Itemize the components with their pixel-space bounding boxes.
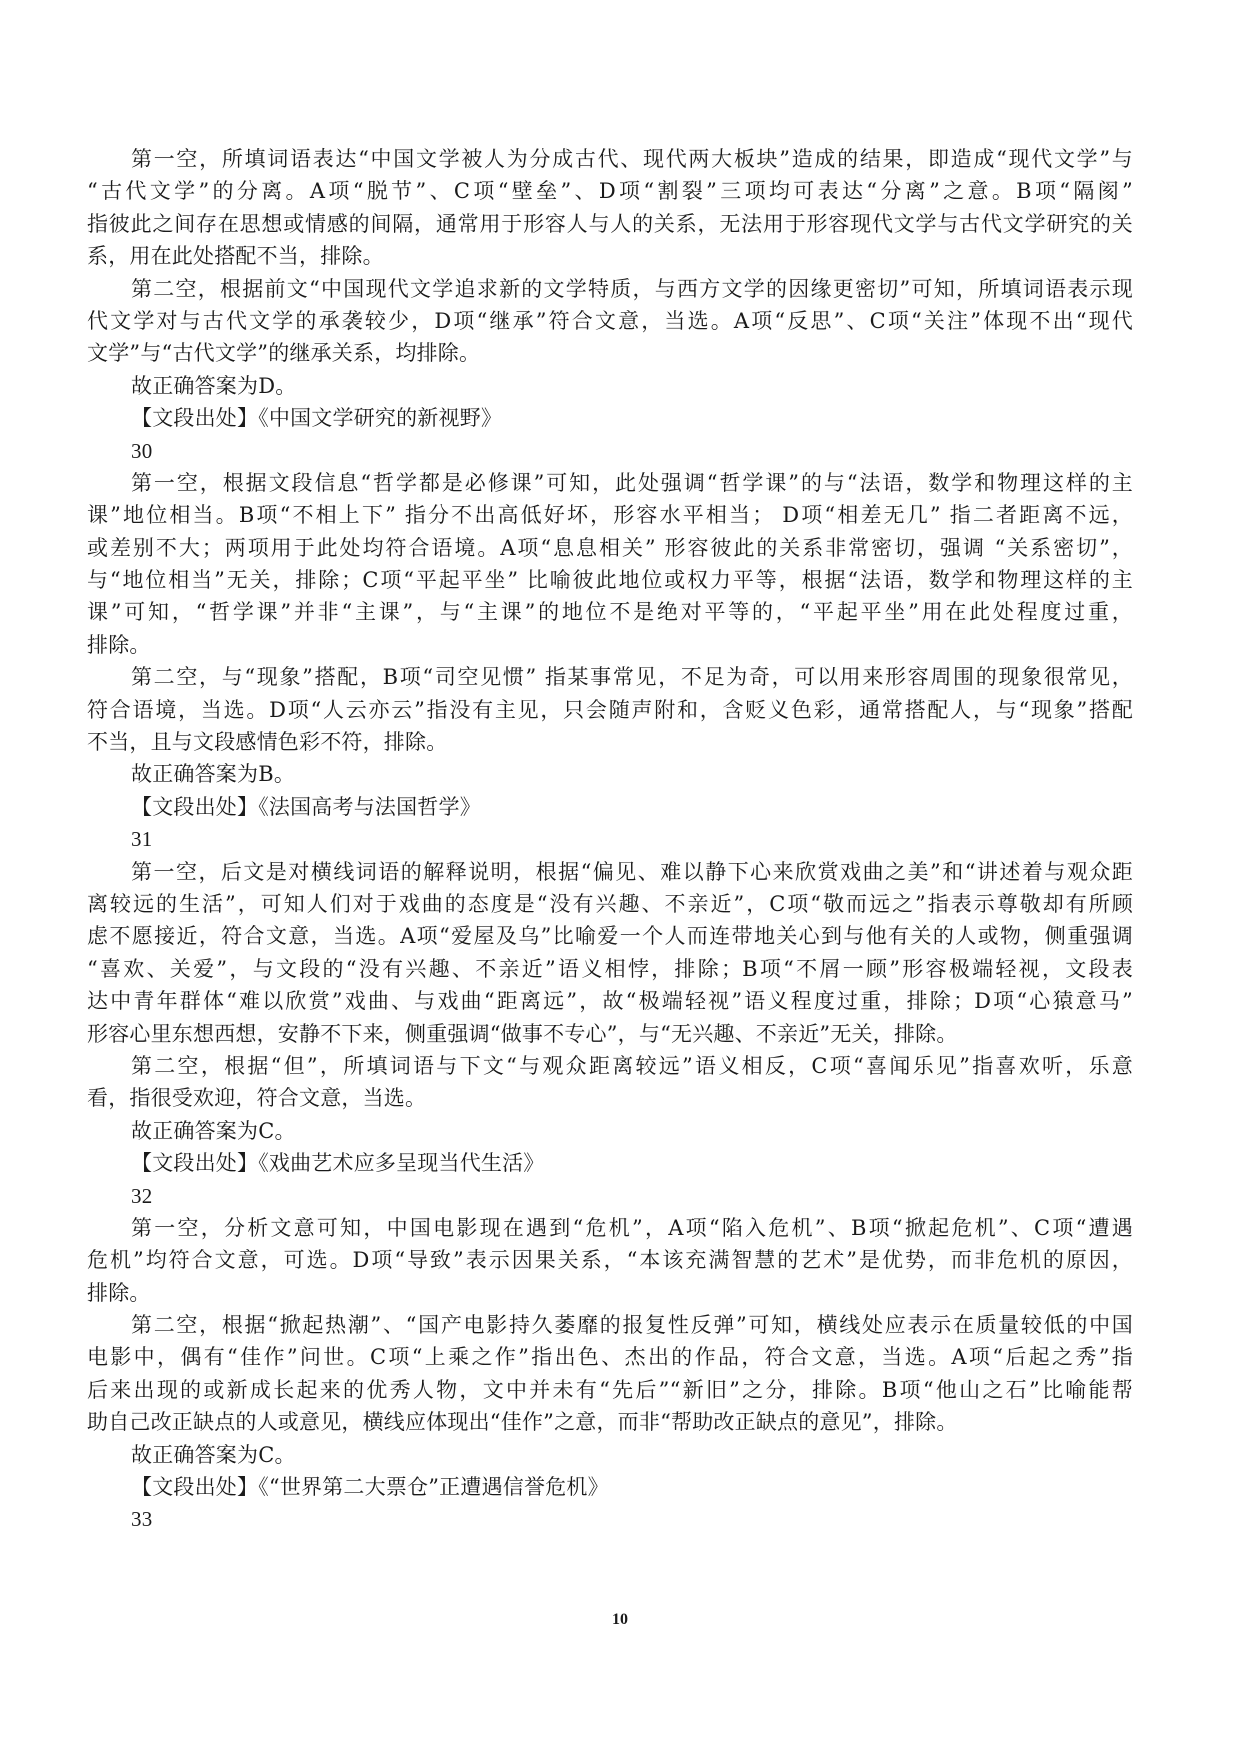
q32-blank2-line-3: 后来出现的或新成长起来的优秀人物，文中并未有“先后”“新旧”之分，排除。B项“他山之石”比喻能帮 xyxy=(87,1377,1133,1402)
q32-blank1-line-1: 第一空，分析文意可知，中国电影现在遇到“危机”，A项“陷入危机”、B项“掀起危机”、C项“遭遇 xyxy=(131,1215,1133,1240)
q32-blank1-line-3: 排除。 xyxy=(87,1280,151,1305)
q30-blank1-line-6: 排除。 xyxy=(87,632,151,657)
q30-blank2-line-3: 不当，且与文段感情色彩不符，排除。 xyxy=(87,730,448,755)
q30-answer: 故正确答案为B。 xyxy=(131,762,296,787)
q31-blank1-line-4: “喜欢、关爱”，与文段的“没有兴趣、不亲近”语义相悖，排除；B项“不屑一顾”形容极端轻视，文段表 xyxy=(87,956,1133,981)
q31-blank1-line-3: 虑不愿接近，符合文意，当选。A项“爱屋及乌”比喻爱一个人而连带地关心到与他有关的人或物，侧重强调 xyxy=(87,924,1133,949)
q30-blank2-line-1: 第二空，与“现象”搭配，B项“司空见惯” 指某事常见，不足为奇，可以用来形容周围的现象很常见， xyxy=(131,665,1133,690)
q31-blank2-line-1: 第二空，根据“但”，所填词语与下文“与观众距离较远”语义相反，C项“喜闻乐见”指喜欢听，乐意 xyxy=(131,1053,1133,1078)
q30-blank1-line-3: 或差别不大；两项用于此处均符合语境。A项“息息相关” 形容彼此的关系非常密切，强调 “关系密切”， xyxy=(87,535,1133,560)
q29-blank1-line-2: “古代文学”的分离。A项“脱节”、C项“壁垒”、D项“割裂”三项均可表达“分离”之意。B项“隔阂” xyxy=(87,179,1133,204)
q31-blank1-line-2: 离较远的生活”，可知人们对于戏曲的态度是“没有兴趣、不亲近”，C项“敬而远之”指表示尊敬却有所顾 xyxy=(87,891,1133,916)
question-number-30: 30 xyxy=(131,438,153,463)
q32-blank2-line-1: 第二空，根据“掀起热潮”、“国产电影持久萎靡的报复性反弹”可知，横线处应表示在质量较低的中国 xyxy=(131,1313,1133,1338)
q30-blank1-line-1: 第一空，根据文段信息“哲学都是必修课”可知，此处强调“哲学课”的与“法语，数学和物理这样的主 xyxy=(131,470,1133,495)
page-number: 10 xyxy=(612,1611,628,1628)
q30-blank1-line-5: 课”可知，“哲学课”并非“主课”，与“主课”的地位不是绝对平等的，“平起平坐”用在此处程度过重， xyxy=(87,600,1133,625)
q29-blank1-line-3: 指彼此之间存在思想或情感的间隔，通常用于形容人与人的关系，无法用于形容现代文学与古代文学研究的关 xyxy=(87,211,1133,236)
q29-blank1-line-4: 系，用在此处搭配不当，排除。 xyxy=(87,244,384,269)
q29-blank1-line-1: 第一空，所填词语表达“中国文学被人为分成古代、现代两大板块”造成的结果，即造成“现代文学”与 xyxy=(131,147,1133,171)
q32-source: 【文段出处】《“世界第二大票仓”正遭遇信誉危机》 xyxy=(131,1475,609,1500)
q32-answer: 故正确答案为C。 xyxy=(131,1442,296,1467)
q29-blank2-line-2: 代文学对与古代文学的承袭较少，D项“继承”符合文意，当选。A项“反思”、C项“关注”体现不出“现代 xyxy=(87,308,1133,333)
q31-source: 【文段出处】《戏曲艺术应多呈现当代生活》 xyxy=(131,1151,545,1176)
q30-source: 【文段出处】《法国高考与法国哲学》 xyxy=(131,794,481,819)
q32-blank2-line-4: 助自己改正缺点的人或意见，横线应体现出“佳作”之意，而非“帮助改正缺点的意见”，排除。 xyxy=(87,1410,958,1435)
q30-blank1-line-2: 课”地位相当。B项“不相上下” 指分不出高低好坏，形容水平相当； D项“相差无几” 指二者距离不远， xyxy=(87,503,1133,528)
q29-source: 【文段出处】《中国文学研究的新视野》 xyxy=(131,406,503,431)
q30-blank1-line-4: 与“地位相当”无关，排除；C项“平起平坐” 比喻彼此地位或权力平等，根据“法语，数学和物理这样的主 xyxy=(87,568,1133,593)
question-number-31: 31 xyxy=(131,827,153,852)
q29-blank2-line-1: 第二空，根据前文“中国现代文学追求新的文学特质，与西方文学的因缘更密切”可知，所填词语表示现 xyxy=(131,276,1133,301)
document-body xyxy=(87,143,1133,1536)
q32-blank2-line-2: 电影中，偶有“佳作”问世。C项“上乘之作”指出色、杰出的作品，符合文意，当选。A项“后起之秀”指 xyxy=(87,1345,1133,1370)
q29-answer: 故正确答案为D。 xyxy=(131,373,297,398)
q30-blank2-line-2: 符合语境，当选。D项“人云亦云”指没有主见，只会随声附和，含贬义色彩，通常搭配人，与“现象”搭配 xyxy=(87,697,1133,722)
q31-blank1-line-6: 形容心里东想西想，安静不下来，侧重强调“做事不专心”，与“无兴趣、不亲近”无关，排除。 xyxy=(87,1021,958,1046)
q31-answer: 故正确答案为C。 xyxy=(131,1118,296,1143)
q32-blank1-line-2: 危机”均符合文意，可选。D项“导致”表示因果关系，“本该充满智慧的艺术”是优势，而非危机的原因， xyxy=(87,1248,1133,1273)
q29-blank2-line-3: 文学”与“古代文学”的继承关系，均排除。 xyxy=(87,341,481,366)
question-number-32: 32 xyxy=(131,1183,153,1208)
question-number-33: 33 xyxy=(131,1507,153,1532)
q31-blank1-line-1: 第一空，后文是对横线词语的解释说明，根据“偏见、难以静下心来欣赏戏曲之美”和“讲述着与观众距 xyxy=(131,859,1133,884)
q31-blank2-line-2: 看，指很受欢迎，符合文意，当选。 xyxy=(87,1086,427,1111)
q31-blank1-line-5: 达中青年群体“难以欣赏”戏曲、与戏曲“距离远”，故“极端轻视”语义程度过重，排除；D项“心猿意马” xyxy=(87,989,1133,1014)
